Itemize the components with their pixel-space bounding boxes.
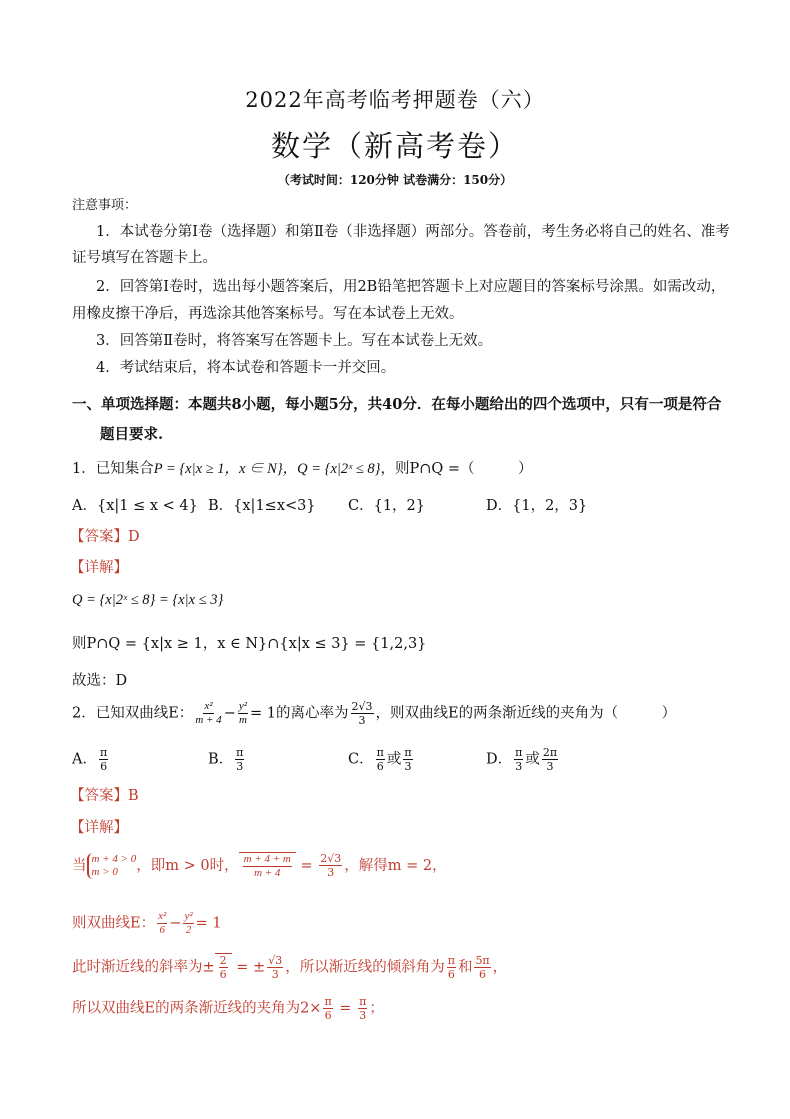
q1-set-q: Q = {x|2ˣ ≤ 8} — [297, 461, 381, 477]
q2-frac-pi-6: $\frac{\pi}{6}$ — [99, 746, 108, 773]
q2-stem-mid: 的离心率为 — [276, 705, 349, 722]
q1-option-d: D．{1，2，3} — [486, 498, 588, 514]
q2-sol1-mid: ，即m > 0时， — [136, 857, 239, 874]
q1-detail-label: 【详解】 — [70, 560, 128, 576]
q2-sol4-prefix: 所以双曲线E的两条渐近线的夹角为2× — [72, 1000, 322, 1017]
q2-option-b-label: B． — [208, 751, 234, 768]
section-heading-line-2: 题目要求. — [100, 426, 164, 443]
q1-stem-prefix: 1．已知集合 — [72, 461, 154, 477]
q2-option-a — [72, 746, 110, 773]
section-heading-line-1: 一、单项选择题：本题共8小题，每小题5分，共40分．在每小题给出的四个选项中，只有一项是符合 — [72, 396, 722, 413]
q2-option-c: C． $\frac{\pi}{6}$ 或 $\frac{\pi}{3}$ — [348, 746, 412, 773]
q2-eccentricity-equation: $\frac{m + 4 + m}{m + 4}$ — [239, 852, 296, 880]
q2-frac-eccentricity: $\frac{2√3}{3}$ — [351, 700, 373, 727]
q1-set-p: P = {x|x ≥ 1，x ∈ N}， — [153, 461, 298, 477]
q2-option-d-label: D． — [486, 751, 513, 768]
q2-stem-prefix: 2．已知双曲线E： — [72, 705, 194, 722]
q2-option-d-or: 或 — [525, 751, 540, 768]
q2-option-c-or: 或 — [386, 751, 402, 768]
q1-stem-suffix: ，则P∩Q =（ ） — [380, 461, 533, 477]
q2-sol1-prefix: 当 — [72, 857, 87, 874]
q2-solution-line-4: 所以双曲线E的两条渐近线的夹角为2× $\frac{\pi}{6}$ = $\frac{\pi}{3}$ ； — [72, 995, 384, 1022]
q2-solution-line-2: 则双曲线E： $\frac{\text{x²}}{6}$ − $\frac{\text{y²}}{2}$ = 1 — [72, 910, 222, 936]
q2-option-c-label: C． — [348, 751, 374, 768]
q2-sol3-prefix: 此时渐近线的斜率为± — [72, 959, 215, 976]
q2-condition-system: m + 4 > 0 m > 0 — [87, 853, 137, 879]
q1-answer: 【答案】D — [70, 529, 140, 545]
q2-sol3-suffix: ， — [492, 959, 508, 976]
q2-solution-line-1: 当 m + 4 > 0 m > 0 ，即m > 0时， $\frac{m + 4 + m}{m + 4}$ = $\frac{2√3}{3}$ ，解得m = 2， — [72, 852, 447, 880]
q2-stem-suffix: ，则双曲线E的两条渐近线的夹角为（ ） — [375, 705, 677, 722]
q2-answer: 【答案】B — [70, 788, 139, 804]
q1-option-c: C．{1，2} — [348, 498, 425, 514]
q2-sol4-suffix: ； — [369, 1000, 384, 1017]
q2-sol3-mid: ，所以渐近线的倾斜角为 — [285, 959, 445, 976]
note-item-1-line-1: 1．本试卷分第Ⅰ卷（选择题）和第Ⅱ卷（非选择题）两部分。答卷前，考生务必将自己的姓名、准考 — [96, 224, 730, 240]
q2-option-b — [208, 746, 246, 773]
q2-detail-label: 【详解】 — [70, 820, 128, 836]
note-item-2-line-2: 用橡皮擦干净后，再选涂其他答案标号。写在本试卷上无效。 — [72, 306, 464, 322]
q2-sol1-suffix: ，解得m = 2， — [344, 857, 447, 874]
q1-option-b: B．{x|1≤x<3} — [208, 498, 316, 514]
note-item-2-line-1: 2．回答第Ⅰ卷时，选出每小题答案后，用2B铅笔把答题卡上对应题目的答案标号涂黑。如需改动， — [96, 279, 726, 295]
paper-title: 2022年高考临考押题卷（六） — [245, 88, 545, 112]
q2-frac-y2: $\frac{\text{y²}}{m}$ — [238, 700, 248, 726]
note-item-3: 3．回答第Ⅱ卷时，将答案写在答题卡上。写在本试卷上无效。 — [96, 333, 493, 349]
q2-sol3-and: 和 — [457, 959, 473, 976]
q2-option-d: D． $\frac{\pi}{3}$ 或 $\frac{2\pi}{3}$ — [486, 746, 558, 773]
exam-info: （考试时间：120分钟 试卷满分：150分） — [277, 173, 513, 187]
question-2-stem: 2．已知双曲线E： $\frac{\text{x²}}{m + 4}$ − $\frac{\text{y²}}{m}$ = 1的离心率为 $\frac{2√3}{3}$ ，则双曲线E的两条渐近线的夹角为（ ） — [72, 700, 677, 727]
paper-subtitle: 数学（新高考卷） — [270, 129, 519, 163]
q1-option-a: A．{x|1 ≤ x < 4} — [72, 498, 198, 514]
notes-heading: 注意事项： — [72, 198, 138, 213]
q2-option-a-label: A． — [72, 751, 97, 768]
q2-frac-x2: $\frac{\text{x²}}{m + 4}$ — [195, 700, 222, 726]
q2-solution-line-3: 此时渐近线的斜率为± $\frac{2}{6}$ = ± $\frac{√3}{3}$ ，所以渐近线的倾斜角为 $\frac{\pi}{6}$ 和 $\frac{5\pi}{6}$ ， — [72, 954, 508, 981]
q2-frac-pi-3: $\frac{\pi}{3}$ — [236, 746, 244, 773]
note-item-4: 4．考试结束后，将本试卷和答题卡一并交回。 — [96, 360, 396, 376]
question-1-stem — [72, 457, 533, 478]
q1-step-2: 则P∩Q = {x|x ≥ 1，x ∈ N}∩{x|x ≤ 3} = {1,2,3} — [72, 636, 427, 652]
note-item-1-line-2: 证号填写在答题卡上。 — [72, 250, 217, 266]
q1-step-1: Q = {x|2ˣ ≤ 8} = {x|x ≤ 3} — [72, 592, 224, 608]
q2-sol2-prefix: 则双曲线E： — [72, 915, 156, 932]
q1-conclusion: 故选：D — [72, 673, 128, 689]
